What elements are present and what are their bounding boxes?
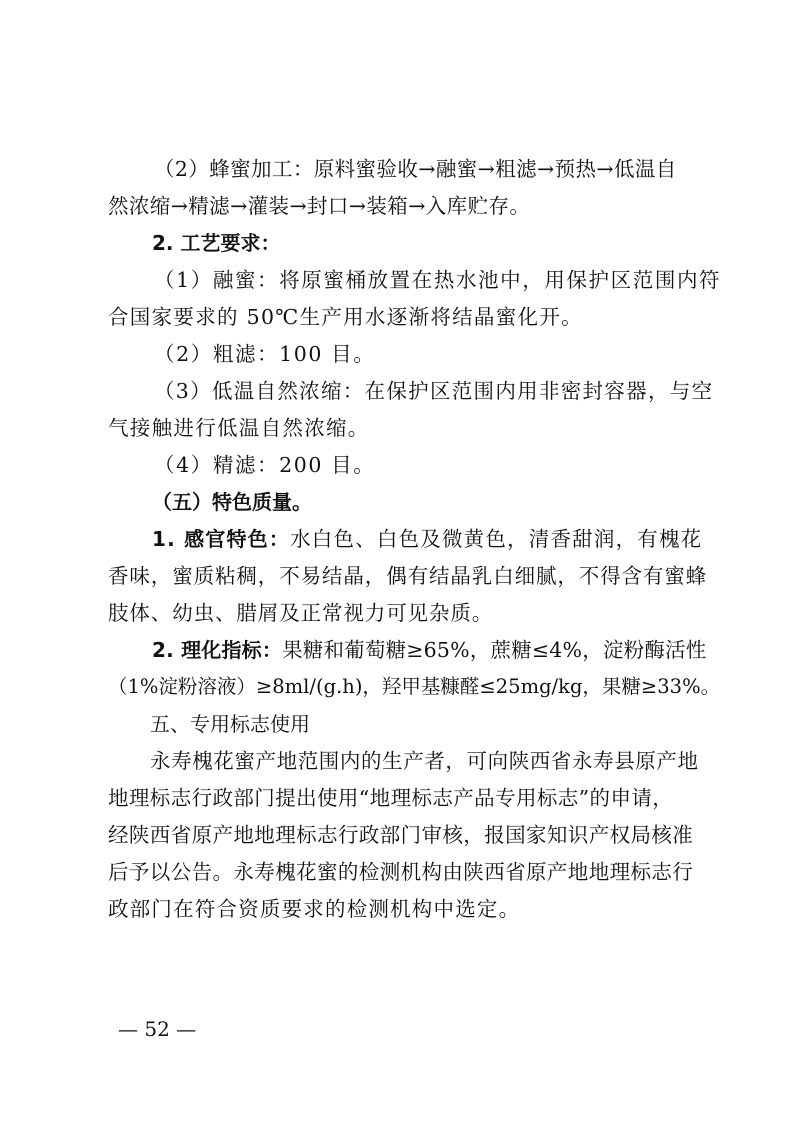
paragraph-line: （1）融蜜：将原蜜桶放置在热水池中，用保护区范围内符 (154, 268, 722, 292)
paragraph-line: 然浓缩→精滤→灌装→封口→装箱→入库贮存。 (108, 194, 531, 218)
paragraph-line: （2）蜂蜜加工：原料蜜验收→融蜜→粗滤→预热→低温自 (154, 157, 677, 181)
paragraph-line: 地理标志行政部门提出使用“地理标志产品专用标志”的申请， (108, 786, 674, 810)
paragraph-line: 后予以公告。永寿槐花蜜的检测机构由陕西省原产地地理标志行 (108, 860, 694, 884)
paragraph-line: 香味，蜜质粘稠，不易结晶，偶有结晶乳白细腻，不得含有蜜蜂 (108, 564, 708, 588)
inline-heading: 2. 理化指标： (152, 638, 283, 662)
paragraph-line: 合国家要求的 50℃生产用水逐渐将结晶蜜化开。 (108, 305, 583, 329)
paragraph-line: （2）粗滤：100 目。 (154, 342, 376, 366)
inline-text: 水白色、白色及微黄色，清香甜润，有槐花 (290, 527, 703, 551)
page-number: — 52 — (118, 1017, 197, 1041)
inline-text: 果糖和葡萄糖≥65%，蔗糖≤4%，淀粉酶活性 (282, 638, 707, 662)
paragraph-line: （3）低温自然浓缩：在保护区范围内用非密封容器，与空 (154, 379, 714, 403)
paragraph-line (152, 637, 706, 663)
section-heading: 2. 工艺要求： (152, 231, 281, 255)
paragraph-line: 肢体、幼虫、腊屑及正常视力可见杂质。 (108, 601, 494, 625)
paragraph-line: 经陕西省原产地地理标志行政部门审核，报国家知识产权局核准 (108, 823, 694, 847)
paragraph-line: 永寿槐花蜜产地范围内的生产者，可向陕西省永寿县原产地 (150, 749, 699, 773)
section-heading: 五、专用标志使用 (150, 712, 310, 736)
section-heading: （五）特色质量。 (152, 490, 312, 514)
paragraph-line: 气接触进行低温自然浓缩。 (108, 416, 370, 440)
paragraph-line: 政部门在符合资质要求的检测机构中选定。 (108, 897, 521, 921)
paragraph-line (152, 526, 702, 552)
paragraph-line: （4）精滤：200 目。 (154, 453, 376, 477)
paragraph-line: （1%淀粉溶液）≥8ml/(g.h)，羟甲基糠醛≤25mg/kg，果糖≥33%。 (108, 675, 721, 698)
inline-heading: 1. 感官特色： (152, 527, 291, 551)
